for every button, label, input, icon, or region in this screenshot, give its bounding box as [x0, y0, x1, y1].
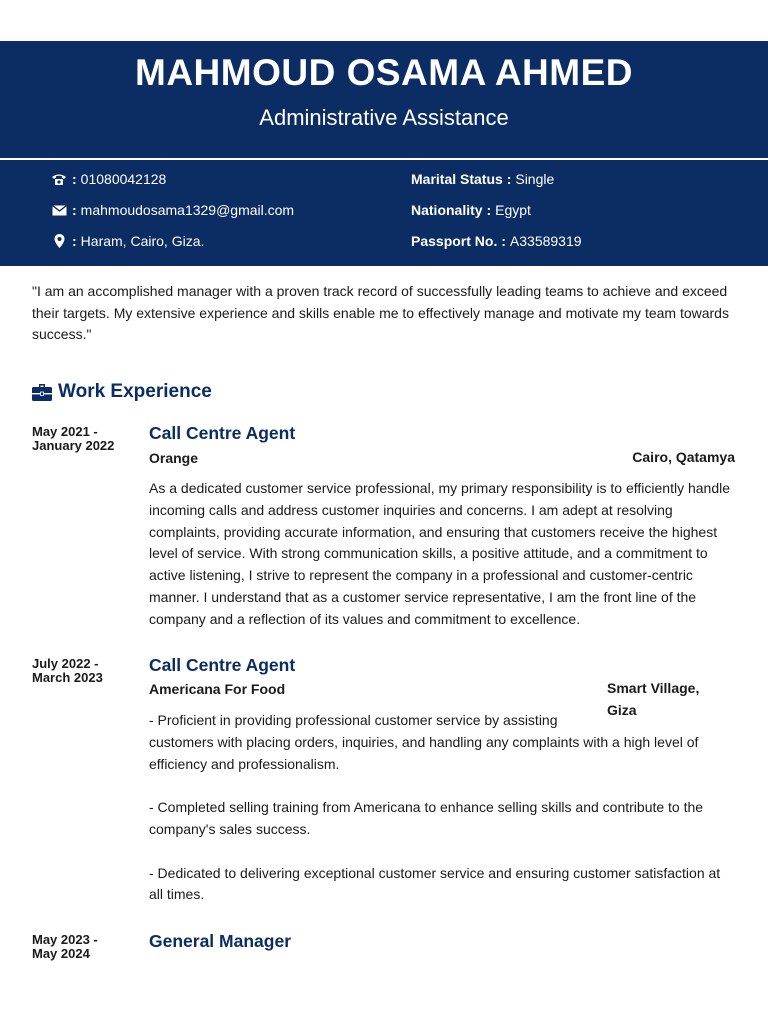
- job-title-3: General Manager: [149, 931, 291, 951]
- envelope-icon: [50, 205, 68, 216]
- job-date-end: January 2022: [32, 438, 115, 453]
- marital-status: [411, 171, 554, 187]
- address-colon: :: [72, 233, 77, 249]
- passport: [411, 233, 582, 249]
- profile-summary: "I am an accomplished manager with a proven track record of successfully leading teams to achieve and exceed their targets. My extensive experience and skills enable me to effectively manage and motivate my team towards success.": [32, 283, 729, 342]
- job-date-3: [32, 933, 98, 961]
- phone-icon: [50, 173, 68, 186]
- marital-status-value: Single: [515, 171, 555, 187]
- briefcase-icon: [32, 384, 52, 401]
- nationality-value: Egypt: [495, 202, 531, 218]
- job-bullet-3: - Dedicated to delivering exceptional customer service and ensuring customer satisfaction at all times.: [149, 864, 721, 903]
- contact-email: [50, 202, 294, 218]
- job-description-1: As a dedicated customer service professional, my primary responsibility is to efficiently handle incoming calls and address customer inquiries and concerns. I am adept at resolving complaints, providing accurate information, and ensuring that customers receive the highest level of service. With strong communication skills, a positive attitude, and a commitment to active listening, I strive to represent the company in a professional and customer-centric manner. I understand that as a customer service representative, I am the front line of the company and a reflection of its values and commitment to excellence.: [149, 480, 730, 627]
- job-title-2: Call Centre Agent: [149, 655, 296, 675]
- job-date-start: May 2021 -: [32, 424, 98, 439]
- contact-phone: [50, 171, 166, 187]
- phone-colon: :: [72, 171, 77, 187]
- job-location-line2: Giza: [607, 702, 637, 718]
- candidate-title: Administrative Assistance: [259, 105, 509, 130]
- job-company-2: Americana For Food: [149, 681, 286, 697]
- passport-label: Passport No. :: [411, 233, 506, 249]
- contact-address: [50, 233, 204, 249]
- bullet-gap: [149, 841, 737, 863]
- map-pin-icon: [50, 234, 68, 248]
- job-date-1: [32, 425, 114, 453]
- job-bullet-2: - Completed selling training from Americana to enhance selling skills and contribute to the company's sales success.: [149, 799, 704, 837]
- email-value[interactable]: mahmoudosama1329@gmail.com: [80, 202, 295, 218]
- job-title-1: Call Centre Agent: [149, 423, 296, 443]
- job-location-line1: Smart Village,: [607, 680, 700, 696]
- work-experience-heading: [32, 381, 212, 403]
- bullet-gap: [149, 775, 737, 797]
- contact-band: [0, 160, 768, 266]
- job-company-1: Orange: [149, 450, 199, 466]
- marital-status-label: Marital Status :: [411, 171, 512, 187]
- nationality: [411, 202, 531, 218]
- job-date-start: July 2022 -: [32, 656, 99, 671]
- job-date-end: March 2023: [32, 670, 103, 685]
- job-bullet-1-line1: - Proficient in providing professional customer service by assisting: [149, 712, 558, 728]
- job-date-end: May 2024: [32, 946, 90, 961]
- passport-value: A33589319: [509, 233, 582, 249]
- work-experience-title: Work Experience: [58, 381, 212, 402]
- email-colon: :: [72, 202, 77, 218]
- phone-value[interactable]: 01080042128: [80, 171, 167, 187]
- job-date-2: [32, 657, 103, 685]
- job-date-start: May 2023 -: [32, 932, 98, 947]
- job-bullet-1-rest: customers with placing orders, inquiries, and handling any complaints with a high level of efficiency and professionalism.: [149, 733, 699, 772]
- job-location-1: Cairo, Qatamya: [632, 449, 735, 465]
- nationality-label: Nationality :: [411, 202, 492, 218]
- address-value: Haram, Cairo, Giza.: [80, 233, 205, 249]
- candidate-name: MAHMOUD OSAMA AHMED: [135, 52, 633, 93]
- job-description-2: [149, 710, 737, 906]
